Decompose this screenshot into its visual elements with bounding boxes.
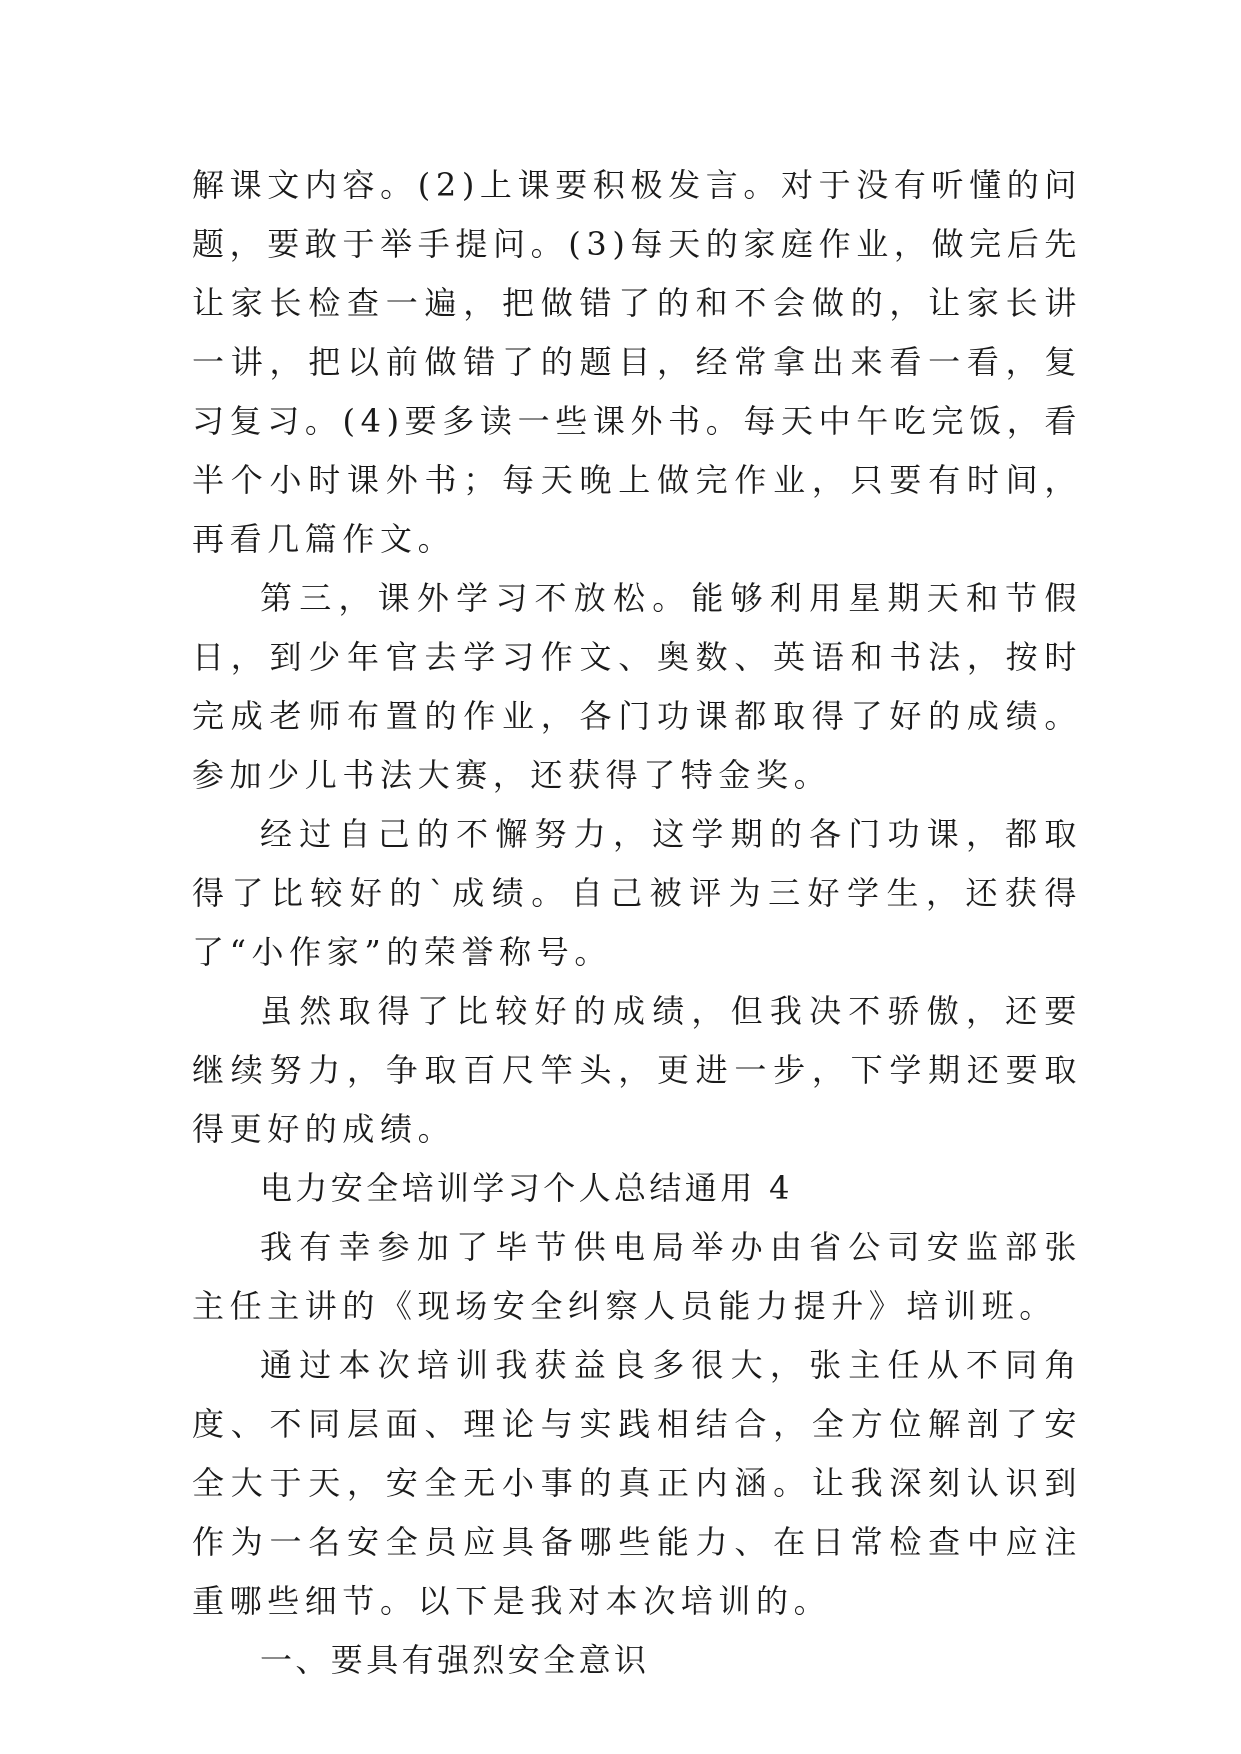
subheading-safety-awareness: 一、要具有强烈安全意识: [260, 1641, 650, 1679]
document-body: [192, 156, 1082, 1690]
paragraph-third-point: 第三，课外学习不放松。能够利用星期天和节假日，到少年官去学习作文、奥数、英语和书法，按时完成老师布置的作业，各门功课都取得了好的成绩。参加少儿书法大赛，还获得了特金奖。: [192, 579, 1082, 794]
paragraph-training-gains: 通过本次培训我获益良多很大，张主任从不同角度、不同层面、理论与实践相结合，全方位解剖了安全大于天，安全无小事的真正内涵。让我深刻认识到作为一名安全员应具备哪些能力、在日常检查中应注重哪些细节。以下是我对本次培训的。: [192, 1346, 1082, 1620]
paragraph-resolution: 虽然取得了比较好的成绩，但我决不骄傲，还要继续努力，争取百尺竿头，更进一步，下学期还要取得更好的成绩。: [192, 992, 1082, 1148]
section-heading-4: 电力安全培训学习个人总结通用 4: [260, 1169, 793, 1207]
paragraph-training-intro: 我有幸参加了毕节供电局举办由省公司安监部张主任主讲的《现场安全纠察人员能力提升》培训班。: [192, 1228, 1082, 1325]
paragraph-achievements: 经过自己的不懈努力，这学期的各门功课，都取得了比较好的`成绩。自己被评为三好学生，还获得了“小作家”的荣誉称号。: [192, 815, 1082, 971]
paragraph-study-methods: 解课文内容。(2)上课要积极发言。对于没有听懂的问题，要敢于举手提问。(3)每天的家庭作业，做完后先让家长检查一遍，把做错了的和不会做的，让家长讲一讲，把以前做错了的题目，经常拿出来看一看，复习复习。(4)要多读一些课外书。每天中午吃完饭，看半个小时课外书；每天晚上做完作业，只要有时间，再看几篇作文。: [192, 166, 1082, 558]
